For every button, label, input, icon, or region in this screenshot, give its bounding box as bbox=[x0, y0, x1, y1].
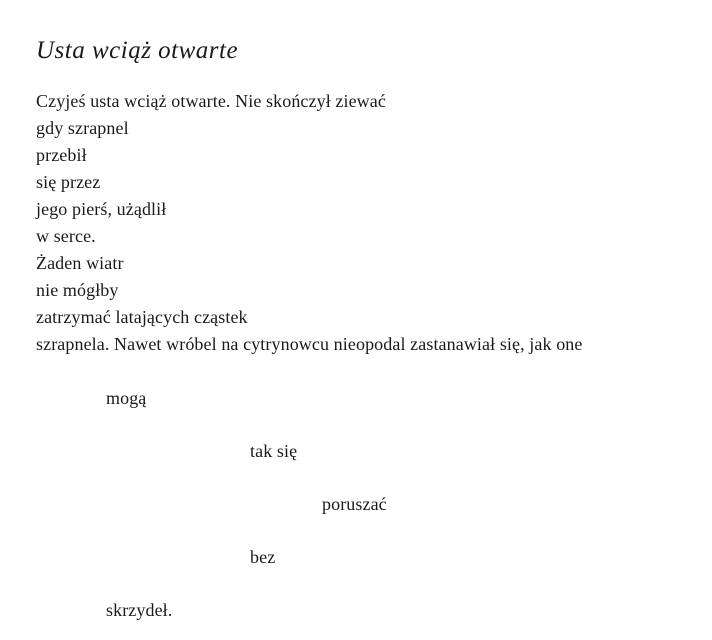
poem-line: zatrzymać latających cząstek bbox=[36, 307, 248, 327]
poem-title: Usta wciąż otwarte bbox=[36, 37, 239, 64]
stanza-2 bbox=[36, 385, 682, 624]
poem-line: przebił bbox=[36, 145, 87, 165]
poem-line: się przez bbox=[36, 172, 101, 192]
poem-line: w serce. bbox=[36, 226, 96, 246]
stanza-1 bbox=[36, 88, 682, 358]
poem-line: skrzydeł. bbox=[106, 600, 173, 620]
poem-line: gdy szrapnel bbox=[36, 118, 129, 138]
poem-line: Żaden wiatr bbox=[36, 253, 124, 273]
poem-line: nie mógłby bbox=[36, 280, 119, 300]
poem-line: mogą bbox=[106, 388, 147, 408]
poem-line: szrapnela. Nawet wróbel na cytrynowcu nieopodal zastanawiał się, jak one bbox=[36, 334, 583, 354]
poem-line: poruszać bbox=[322, 494, 387, 514]
poem-line: Czyjeś usta wciąż otwarte. Nie skończył ziewać bbox=[36, 91, 386, 111]
poem-line: tak się bbox=[250, 441, 298, 461]
poem-line: bez bbox=[250, 547, 276, 567]
poem-line: jego pierś, użądlił bbox=[36, 199, 167, 219]
